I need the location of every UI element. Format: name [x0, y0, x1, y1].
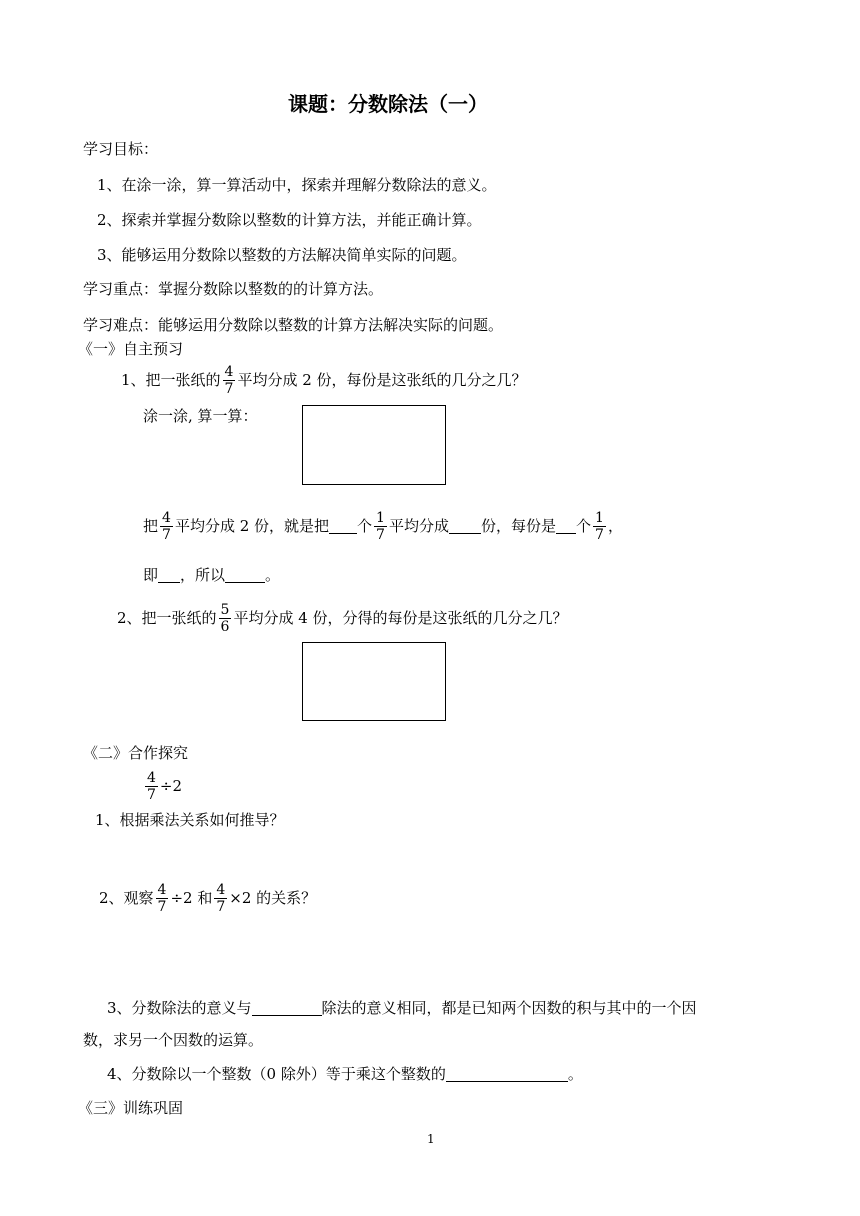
key-point: 学习重点：掌握分数除以整数的的计算方法。	[83, 280, 384, 298]
q1-drawing-label: 涂一涂, 算一算：	[143, 407, 258, 425]
fill-fraction-3-denominator: 7	[595, 526, 604, 543]
section-2-question-1: 1、根据乘法关系如何推导？	[95, 811, 285, 829]
expr-fraction-denominator: 7	[147, 786, 156, 803]
s2q3-text-2: 除法的意义相同，都是已知两个因数的积与其中的一个因	[321, 999, 697, 1017]
fill-fraction-3-numerator: 1	[595, 509, 604, 526]
section-2-question-2	[99, 878, 316, 918]
objective-item-2: 2、探索并掌握分数除以整数的计算方法，并能正确计算。	[97, 211, 482, 229]
s2q2-text-3: ×2 的关系？	[229, 889, 317, 907]
objective-item-3: 3、能够运用分数除以整数的方法解决简单实际的问题。	[97, 246, 467, 264]
fill-fraction-1-numerator: 4	[162, 509, 171, 526]
s2q2-fraction-1-numerator: 4	[157, 881, 167, 898]
fill-blank-1[interactable]	[329, 519, 357, 534]
s2q4-text-1: 4、分数除以一个整数（0 除外）等于乘这个整数的	[107, 1065, 446, 1083]
expr-fraction-numerator: 4	[147, 769, 156, 786]
objectives-heading: 学习目标：	[83, 140, 159, 158]
page-title: 课题：分数除法（一）	[288, 92, 488, 116]
s2q2-text-2: ÷2 和	[170, 889, 213, 907]
fill2-text-3: 。	[265, 566, 281, 584]
s2q4-blank[interactable]	[446, 1067, 568, 1082]
q2-fraction-denominator: 6	[220, 618, 230, 635]
fill2-text-1: 即	[143, 566, 159, 584]
fill-text-2: 平均分成 2 份，就是把	[174, 517, 330, 535]
s2q4-text-2: 。	[567, 1065, 583, 1083]
fill-text-3: 个	[357, 517, 373, 535]
q2-suffix: 平均分成 4 份，分得的每份是这张纸的几分之几？	[233, 609, 568, 627]
fill-fraction-1	[160, 511, 173, 542]
fill-text-4: 平均分成	[388, 517, 449, 535]
fill-blank-3[interactable]	[556, 519, 576, 534]
fill-fraction-2-numerator: 1	[376, 509, 385, 526]
difficulty: 学习难点：能够运用分数除以整数的计算方法解决实际的问题。	[83, 316, 504, 334]
fill-blank-2[interactable]	[449, 519, 481, 534]
q2-prefix: 2、把一张纸的	[117, 609, 217, 627]
s2q3-blank[interactable]	[252, 1001, 322, 1016]
fill-fraction-1-denominator: 7	[162, 526, 171, 543]
section-1-question-1	[121, 360, 527, 400]
fill-text-6: 个	[576, 517, 592, 535]
expr-fraction	[145, 771, 158, 802]
fill-text-1: 把	[143, 517, 159, 535]
s2q2-fraction-2	[214, 883, 227, 914]
fill-text-7: ，	[607, 517, 623, 535]
q2-fraction-numerator: 5	[220, 601, 230, 618]
q1-fraction	[223, 365, 236, 396]
q2-fraction	[219, 603, 232, 634]
section-1-question-2	[117, 598, 568, 638]
q1-fill-line-2	[143, 565, 280, 585]
q1-drawing-box	[302, 405, 446, 485]
q1-suffix: 平均分成 2 份，每份是这张纸的几分之几？	[237, 371, 527, 389]
section-1-heading: 《一》自主预习	[78, 340, 184, 358]
s2q2-text-1: 2、观察	[99, 889, 154, 907]
section-2-question-3	[107, 998, 697, 1018]
q1-prefix: 1、把一张纸的	[121, 371, 221, 389]
q1-fraction-denominator: 7	[224, 380, 234, 397]
q1-fraction-numerator: 4	[224, 363, 234, 380]
fill-text-5: 份，每份是	[480, 517, 556, 535]
fill2-blank-1[interactable]	[158, 568, 180, 583]
section-2-expression	[143, 766, 182, 806]
s2q2-fraction-1-denominator: 7	[157, 898, 167, 915]
s2q3-text-1: 3、分数除法的意义与	[107, 999, 252, 1017]
fill2-text-2: ，所以	[180, 566, 226, 584]
s2q2-fraction-2-numerator: 4	[216, 881, 226, 898]
fill-fraction-3	[593, 511, 606, 542]
expr-operator: ÷2	[159, 777, 183, 795]
s2q2-fraction-1	[156, 883, 169, 914]
section-2-heading: 《二》合作探究	[83, 744, 189, 762]
objective-item-1: 1、在涂一涂，算一算活动中，探索并理解分数除法的意义。	[97, 176, 497, 194]
section-2-question-4	[107, 1064, 583, 1084]
section-3-heading: 《三》训练巩固	[78, 1099, 184, 1117]
fill2-blank-2[interactable]	[225, 568, 265, 583]
page-number: 1	[427, 1132, 435, 1146]
fill-fraction-2	[374, 511, 387, 542]
s2q2-fraction-2-denominator: 7	[216, 898, 226, 915]
fill-fraction-2-denominator: 7	[376, 526, 385, 543]
section-2-question-3-line-2: 数，求另一个因数的运算。	[83, 1031, 264, 1049]
q1-fill-line	[143, 506, 623, 546]
q2-drawing-box	[302, 642, 446, 721]
